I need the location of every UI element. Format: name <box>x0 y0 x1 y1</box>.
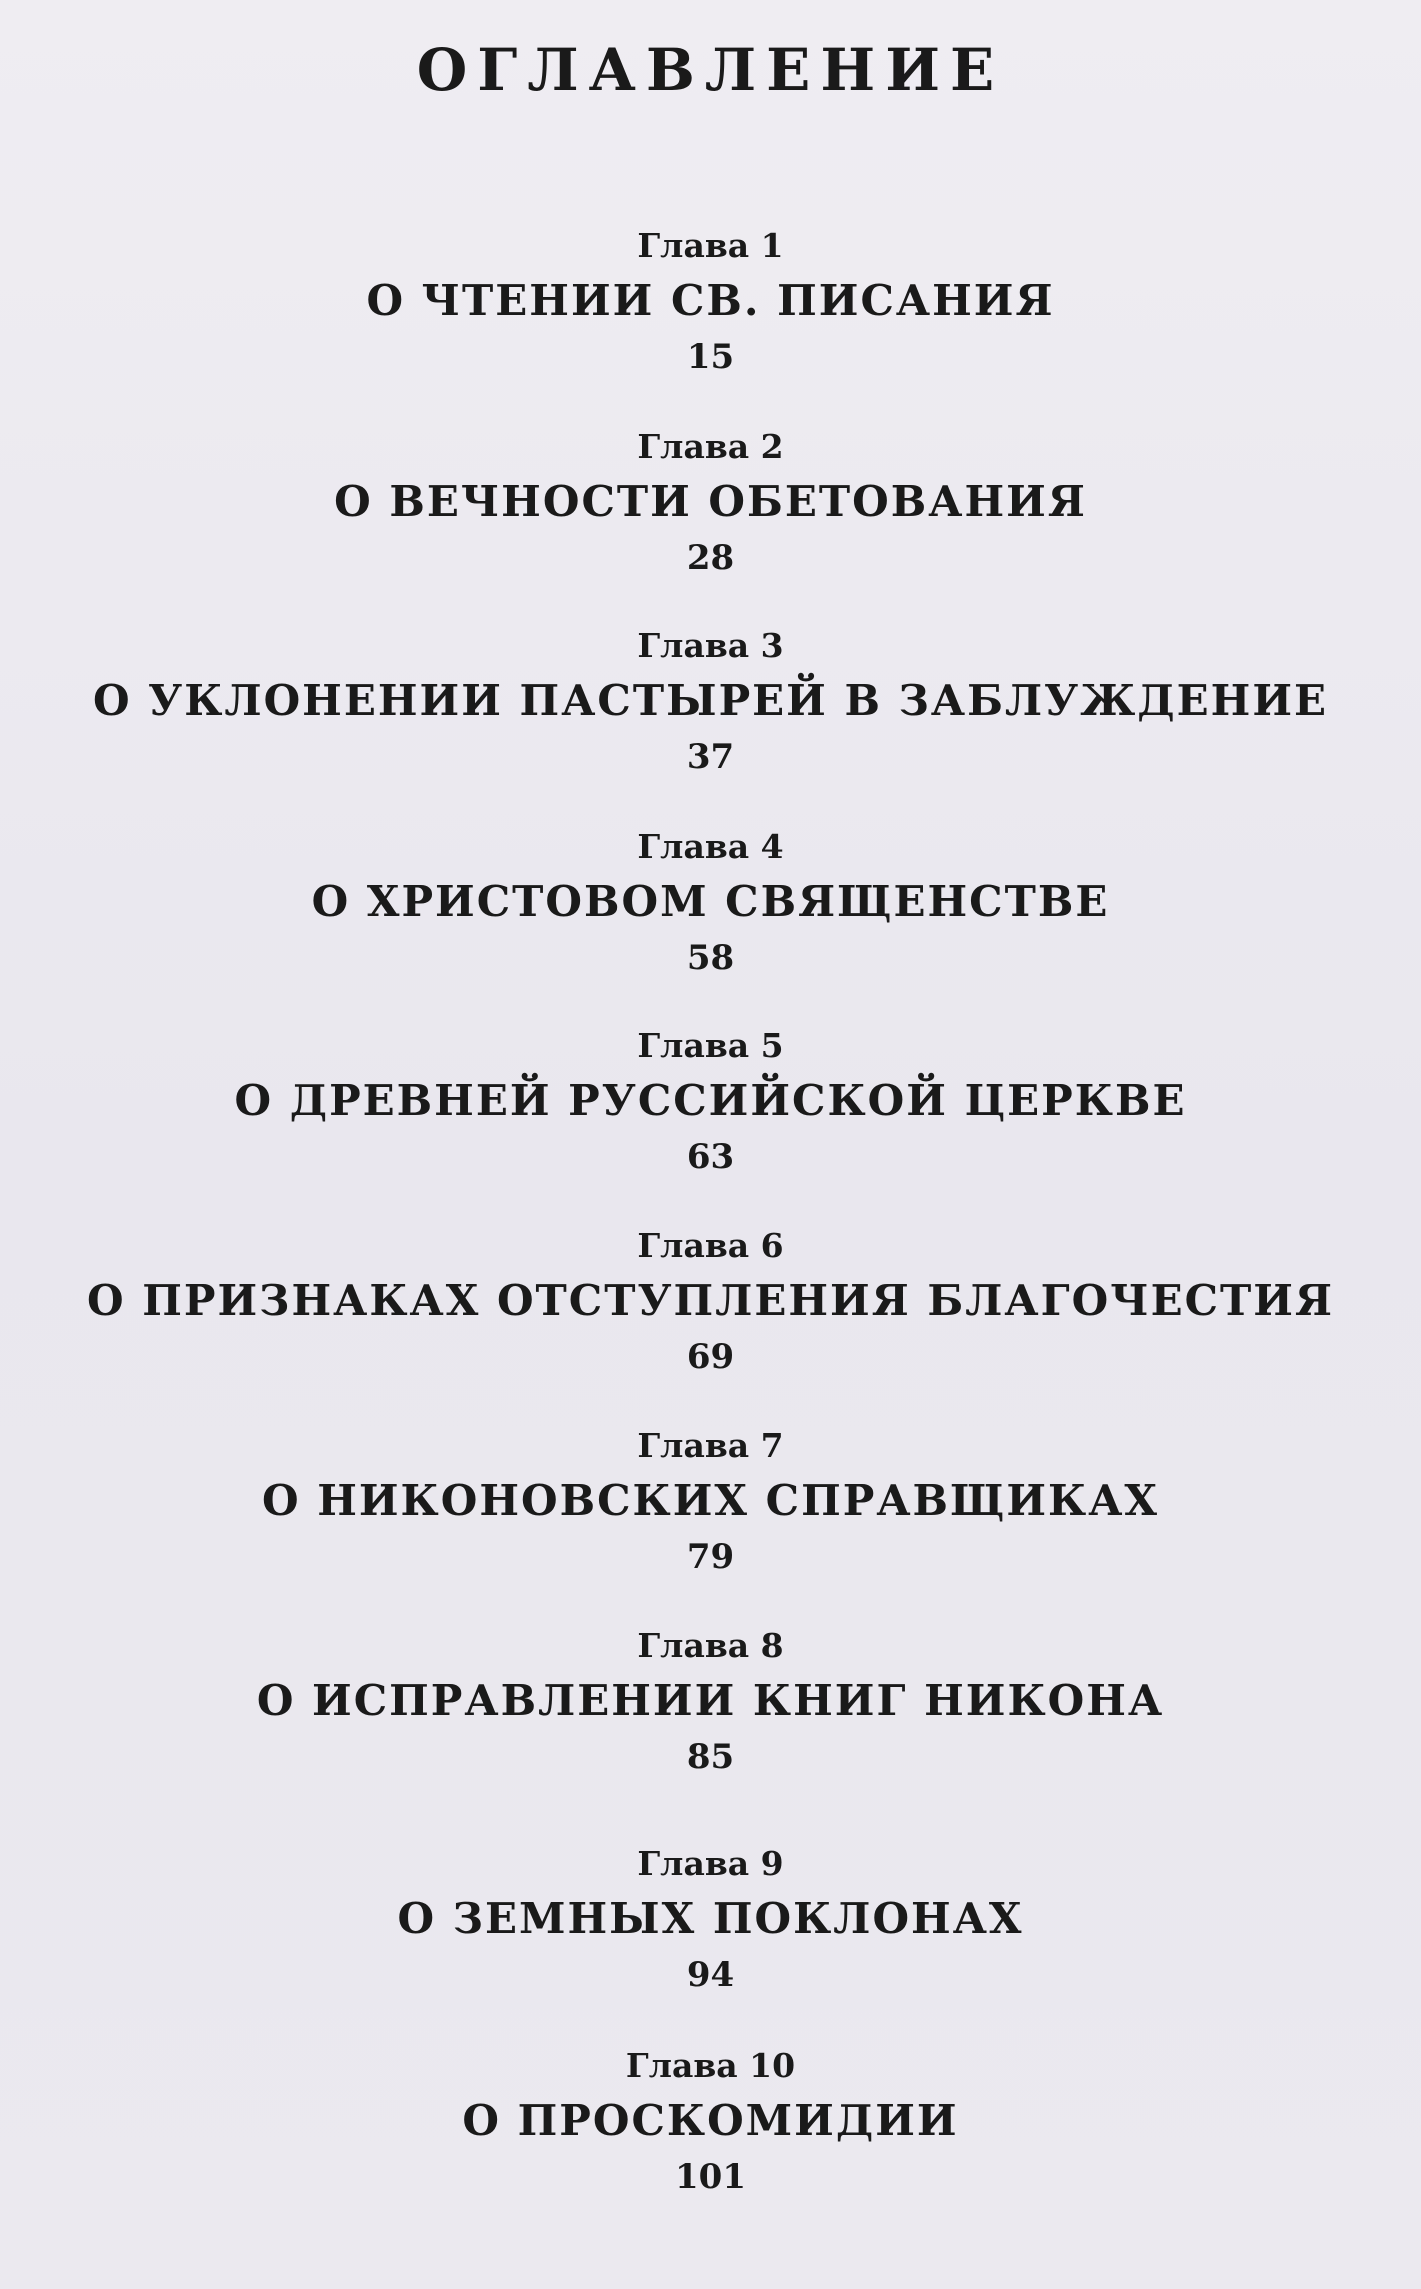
chapter-label: Глава 10 <box>625 2046 796 2085</box>
chapter-title: О ПРОСКОМИДИИ <box>462 2096 959 2145</box>
chapter-page-number: 15 <box>686 337 735 377</box>
chapter-label: Глава 1 <box>637 226 784 265</box>
chapter-title: О ИСПРАВЛЕНИИ КНИГ НИКОНА <box>256 1676 1165 1725</box>
chapter-page-number: 94 <box>686 1955 735 1995</box>
toc-entry-chapter-8 <box>0 1622 1421 1782</box>
chapter-title: О ЗЕМНЫХ ПОКЛОНАХ <box>397 1894 1024 1943</box>
toc-entry-chapter-3 <box>0 622 1421 782</box>
chapter-page-number: 79 <box>686 1537 735 1577</box>
chapter-label: Глава 6 <box>637 1226 784 1265</box>
chapter-title: О ХРИСТОВОМ СВЯЩЕНСТВЕ <box>311 877 1110 926</box>
chapter-label: Глава 2 <box>637 427 784 466</box>
toc-entry-chapter-4 <box>0 823 1421 983</box>
chapter-page-number: 101 <box>675 2157 746 2197</box>
chapter-title: О ВЕЧНОСТИ ОБЕТОВАНИЯ <box>334 477 1087 526</box>
chapter-page-number: 28 <box>686 538 735 578</box>
chapter-title: О ПРИЗНАКАХ ОТСТУПЛЕНИЯ БЛАГОЧЕСТИЯ <box>87 1276 1334 1325</box>
toc-entry-chapter-1 <box>0 222 1421 382</box>
chapter-label: Глава 9 <box>637 1844 784 1883</box>
chapter-label: Глава 4 <box>637 827 784 866</box>
toc-entry-chapter-7 <box>0 1422 1421 1582</box>
chapter-page-number: 85 <box>686 1737 735 1777</box>
toc-entry-chapter-5 <box>0 1022 1421 1182</box>
chapter-title: О ЧТЕНИИ СВ. ПИСАНИЯ <box>366 276 1055 325</box>
chapter-page-number: 58 <box>686 938 735 978</box>
chapter-label: Глава 7 <box>637 1426 784 1465</box>
chapter-page-number: 63 <box>686 1137 735 1177</box>
chapter-title: О УКЛОНЕНИИ ПАСТЫРЕЙ В ЗАБЛУЖДЕНИЕ <box>92 676 1329 725</box>
chapter-page-number: 37 <box>686 737 735 777</box>
toc-entry-chapter-9 <box>0 1840 1421 2000</box>
chapter-label: Глава 8 <box>637 1626 784 1665</box>
toc-entry-chapter-10 <box>0 2042 1421 2202</box>
chapter-label: Глава 3 <box>637 626 784 665</box>
page-title: ОГЛАВЛЕНИЕ <box>416 36 1005 104</box>
chapter-title: О ДРЕВНЕЙ РУССИЙСКОЙ ЦЕРКВЕ <box>234 1076 1187 1125</box>
chapter-label: Глава 5 <box>637 1026 784 1065</box>
toc-entry-chapter-6 <box>0 1222 1421 1382</box>
chapter-title: О НИКОНОВСКИХ СПРАВЩИКАХ <box>261 1476 1160 1525</box>
chapter-page-number: 69 <box>686 1337 735 1377</box>
toc-entry-chapter-2 <box>0 423 1421 583</box>
